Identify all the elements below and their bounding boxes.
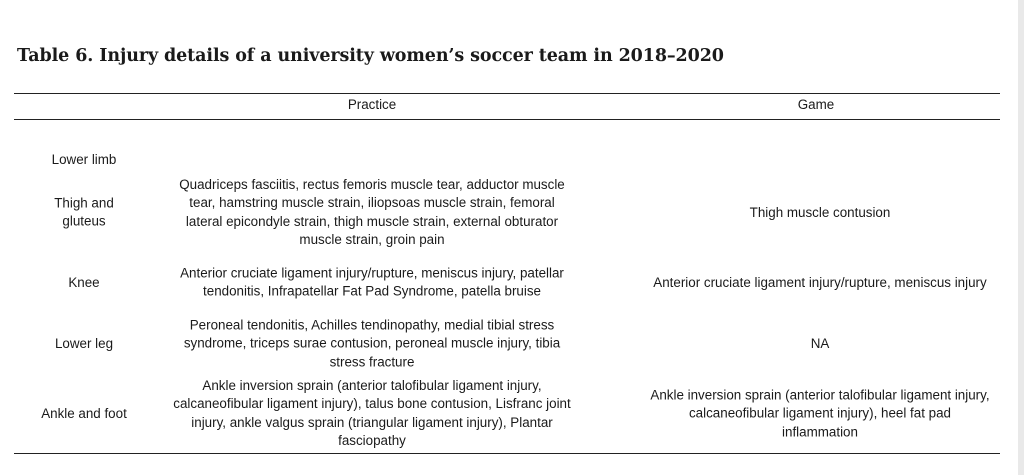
row-region-thigh-gluteus: Thigh and gluteus: [54, 195, 114, 229]
table-header-rule: [14, 119, 1000, 120]
row-practice-thigh-gluteus: Quadriceps fasciitis, rectus femoris muscle tear, adductor muscle tear, hamstring muscle strain, iliopsoas muscle strain, femoral lateral epicondyle strain, thigh muscle strain, external obturator muscle strain, groin pain: [179, 177, 565, 248]
section-label-lower-limb: Lower limb: [51, 151, 117, 167]
column-header-game: Game: [797, 97, 835, 112]
row-practice-lower-leg: Peroneal tendonitis, Achilles tendinopathy, medial tibial stress syndrome, triceps surae contusion, peroneal muscle injury, tibia stress fracture: [183, 317, 561, 370]
row-game-lower-leg: NA: [810, 335, 830, 351]
column-header-practice: Practice: [347, 97, 397, 112]
table-bottom-rule: [14, 453, 1000, 454]
row-game-ankle-foot: Ankle inversion sprain (anterior talofibular ligament injury, calcaneofibular ligament injury), heel fat pad inflammation: [650, 387, 990, 440]
row-region-knee: Knee: [68, 274, 100, 290]
page-edge-shadow: [1018, 0, 1024, 475]
row-region-ankle-foot: Ankle and foot: [41, 405, 127, 421]
row-practice-knee: Anterior cruciate ligament injury/rupture, meniscus injury, patellar tendonitis, Infrapatellar Fat Pad Syndrome, patella bruise: [180, 265, 564, 299]
row-game-thigh-gluteus: Thigh muscle contusion: [749, 204, 891, 220]
row-region-lower-leg: Lower leg: [54, 335, 114, 351]
table-title: Table 6. Injury details of a university women’s soccer team in 2018–2020: [17, 46, 724, 66]
row-game-knee: Anterior cruciate ligament injury/rupture, meniscus injury: [653, 274, 987, 290]
row-practice-ankle-foot: Ankle inversion sprain (anterior talofibular ligament injury, calcaneofibular ligament injury), talus bone contusion, Lisfranc joint injury, ankle valgus sprain (triangular ligament injury), Plantar fasciopathy: [173, 378, 571, 449]
table-top-rule: [14, 93, 1000, 94]
